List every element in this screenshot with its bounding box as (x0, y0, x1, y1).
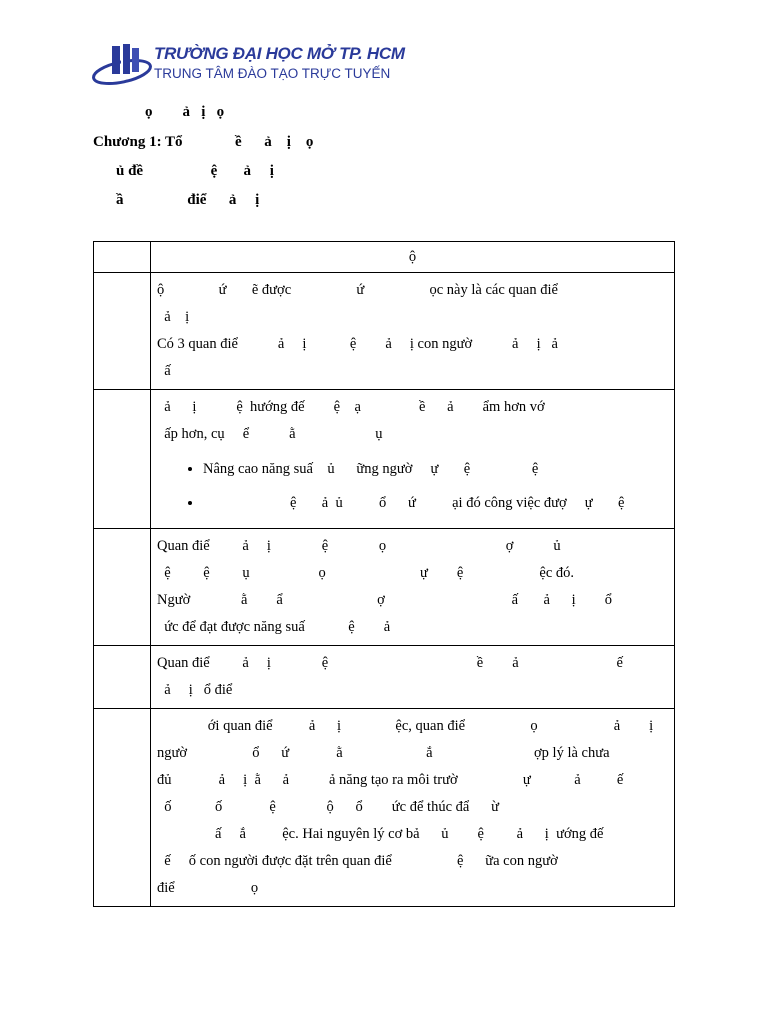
row-text-line: ộ ứ ẽ được ứ ọc này là các quan điể (157, 282, 558, 298)
table-row-number (94, 529, 151, 646)
table-row (94, 273, 675, 390)
logo-subtitle: TRUNG TÂM ĐÀO TẠO TRỰC TUYẾN (154, 66, 391, 81)
row-text-line: đủ ả ị ằ ả ả năng tạo ra môi trườ ự ả ế (157, 772, 624, 788)
row-text-line: ố ố ệ ộ ổ ức để thúc đẩ ừ (157, 799, 499, 815)
table-cell-empty (94, 242, 151, 273)
row-text-line: ới quan điể ả ị ệc, quan điể ọ ả ị (157, 718, 654, 734)
row-text-line: ả ị ổ điể (157, 682, 233, 698)
table-row-content (151, 646, 675, 709)
row-text-line: Quan điể ả ị ệ ọ ợ ủ (157, 538, 561, 554)
row-text-line: ức để đạt được năng suấ ệ ả (157, 619, 391, 635)
bullet-item: • ệ ả ủ ổ ứ ại đó công việc đượ ự ệ (203, 486, 668, 520)
heading-line-1: ọ ả ị ọ (145, 104, 225, 120)
chapter-title: Chương 1: Tổ ề ả ị ọ (93, 134, 314, 150)
row-text-line: ả ị ệ hướng đế ệ ạ ề ả ẩm hơn vớ (157, 399, 545, 415)
row-text-line: ấ ắ ệc. Hai nguyên lý cơ bả ủ ệ ả ị ướng đế (157, 826, 604, 842)
table-row-number (94, 646, 151, 709)
row-text-line: Quan điể ả ị ệ ề ả ế (157, 655, 623, 671)
row-text-line: ấp hơn, cụ ể ằ ụ (157, 426, 383, 442)
table-header-cell (151, 242, 675, 273)
subtopic-title: ầ điể ả ị (116, 192, 260, 208)
book-globe-icon (92, 40, 154, 92)
row-text-line: ế ố con người được đặt trên quan điể ệ ữa con ngườ (157, 853, 558, 869)
table-header-row (94, 242, 675, 273)
table-row-number (94, 273, 151, 390)
table-row-content (151, 390, 675, 529)
table-row-number (94, 709, 151, 907)
row-text-line: điể ọ (157, 880, 259, 896)
table-row-content (151, 529, 675, 646)
row-text-line: ấ (157, 363, 171, 379)
bullet-item: • Nâng cao năng suấ ủ ững ngườ ự ệ ệ (203, 452, 668, 486)
bullet-list (157, 452, 668, 520)
table-row-content (151, 273, 675, 390)
row-text-line: ả ị (157, 309, 190, 325)
table-row-content (151, 709, 675, 907)
table-row (94, 646, 675, 709)
content-table (93, 241, 675, 907)
logo-title: TRƯỜNG ĐẠI HỌC MỞ TP. HCM (154, 44, 405, 63)
topic-title: ủ đề ệ ả ị (116, 163, 274, 179)
table-row (94, 709, 675, 907)
university-logo (92, 40, 405, 92)
row-text-line: ngườ ổ ứ ằ ắ ợp lý là chưa (157, 745, 610, 761)
table-row (94, 390, 675, 529)
table-row (94, 529, 675, 646)
row-text-line: Có 3 quan điể ả ị ệ ả ị con ngườ ả ị ả (157, 336, 558, 352)
row-text-line: Ngườ ằ ẩ ợ ấ ả ị ổ (157, 592, 612, 608)
table-row-number (94, 390, 151, 529)
row-text-line: ệ ệ ụ ọ ự ệ ệc đó. (157, 565, 575, 581)
table-header-text: ộ (408, 249, 417, 265)
